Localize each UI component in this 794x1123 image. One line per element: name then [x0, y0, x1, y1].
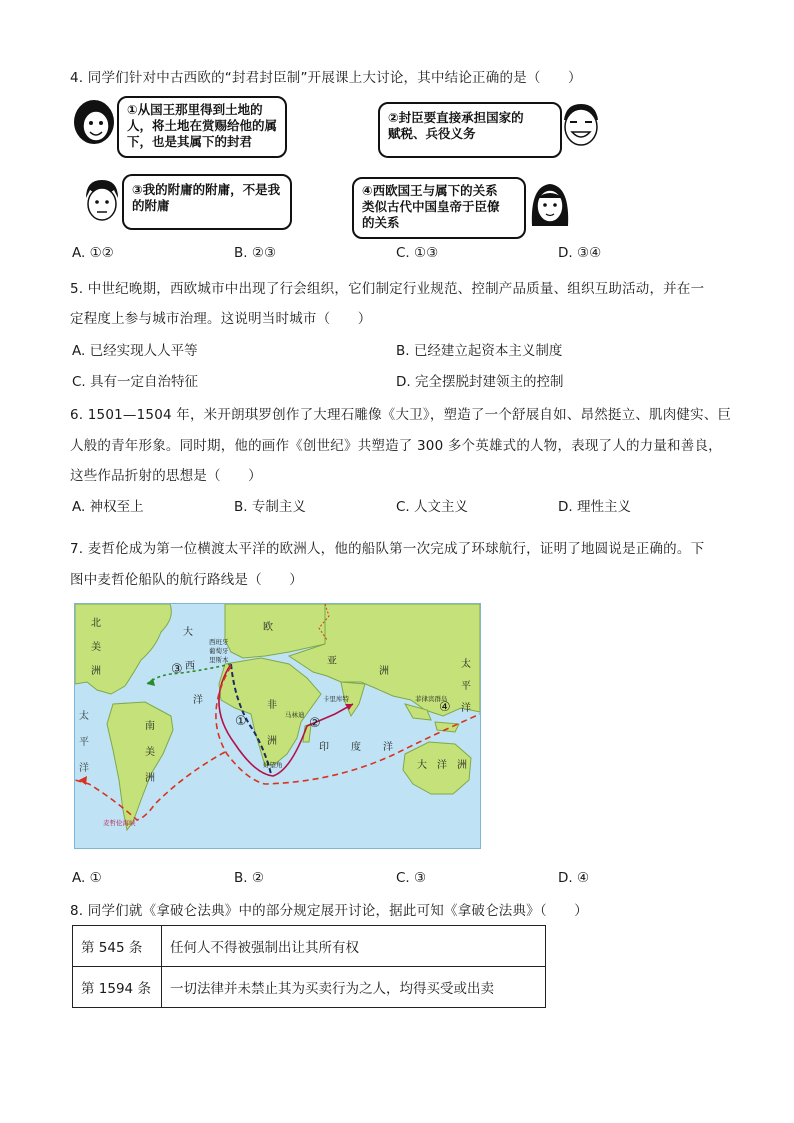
label-africa-2: 洲 — [267, 736, 277, 747]
q7-option-b[interactable]: B. ② — [234, 870, 264, 886]
article-text: 一切法律并未禁止其为买卖行为之人，均得买受或出卖 — [162, 967, 546, 1008]
cartoon-man-face-2 — [558, 100, 604, 150]
article-number: 第 1594 条 — [73, 967, 162, 1008]
napoleonic-code-table — [72, 925, 546, 1008]
q6-stem-line-1: 6. 1501—1504 年，米开朗琪罗创作了大理石雕像《大卫》，塑造了一个舒展自如、昂然挺立、肌肉健实、巨 — [70, 407, 732, 423]
label-south-america-2: 美 — [145, 747, 155, 758]
label-pacific-west-1: 太 — [79, 711, 89, 722]
label-north-america-3: 洲 — [91, 666, 101, 677]
q4-option-a[interactable]: A. ①② — [72, 245, 114, 261]
q7-stem-line-2: 图中麦哲伦船队的航行路线是（ ） — [70, 572, 303, 588]
q7-option-a[interactable]: A. ① — [72, 870, 102, 886]
label-cape-of-good-hope: 好望角 — [263, 761, 283, 769]
label-pacific-east-3: 洋 — [461, 703, 471, 714]
label-lisbon: 里斯本 — [209, 656, 229, 664]
q4-option-b[interactable]: B. ②③ — [234, 245, 277, 261]
label-atlantic — [183, 616, 203, 718]
q5-stem-line-1: 5. 中世纪晚期，西欧城市中出现了行会组织，它们制定行业规范、控制产品质量、组织互助活动，并在一 — [70, 281, 705, 297]
label-portugal: 葡萄牙 — [209, 647, 229, 655]
label-pacific-west-3: 洋 — [79, 763, 89, 774]
q6-stem-line-2: 人般的青年形象。同时期，他的画作《创世纪》共塑造了 300 多个英雄式的人物，表现了人的力量和善良， — [70, 438, 722, 454]
speech-bubble-3 — [122, 174, 292, 230]
q6-option-c[interactable]: C. 人文主义 — [396, 499, 469, 515]
q5-stem-line-2: 定程度上参与城市治理。这说明当时城市（ ） — [70, 311, 372, 327]
route-number-2: ② — [309, 716, 321, 731]
q7-stem-line-1: 7. 麦哲伦成为第一位横渡太平洋的欧洲人，他的船队第一次完成了环球航行，证明了地圆说是正确的。下 — [70, 541, 705, 557]
label-magellan-strait: 麦哲伦海峡 — [103, 819, 136, 827]
world-map-svg — [75, 604, 480, 848]
world-route-map — [74, 603, 481, 849]
speech-bubble-2 — [378, 102, 562, 158]
label-pacific-west-2: 平 — [79, 737, 89, 748]
label-oceania-1: 大 — [417, 760, 437, 771]
route-number-1: ① — [235, 714, 247, 729]
label-indian-3: 洋 — [383, 742, 415, 753]
bubble-3-line-1: ③我的附庸的附庸，不是我 — [132, 182, 281, 197]
label-atlantic-3: 洋 — [193, 695, 203, 706]
article-text: 任何人不得被强制出让其所有权 — [162, 926, 546, 967]
label-atlantic-1: 大 — [183, 627, 193, 638]
q4-option-d[interactable]: D. ③④ — [558, 245, 602, 261]
bubble-1-line-2: 人，将土地在赏赐给他的属 — [127, 118, 278, 133]
q4-stem: 4. 同学们针对中古西欧的“封君封臣制”开展课上大讨论，其中结论正确的是（ ） — [70, 70, 582, 86]
bubble-4-line-3: 的关系 — [362, 215, 400, 230]
q4-option-c[interactable]: C. ①③ — [396, 245, 439, 261]
bubble-2-line-1: ②封臣要直接承担国家的 — [388, 110, 524, 125]
bubble-3-line-2: 的附庸 — [132, 198, 170, 213]
label-indian-2: 度 — [351, 742, 383, 753]
label-pacific-east-1: 太 — [461, 659, 471, 670]
label-asia-2: 洲 — [379, 666, 389, 677]
q5-option-d[interactable]: D. 完全摆脱封建领主的控制 — [396, 374, 564, 390]
q5-option-b[interactable]: B. 已经建立起资本主义制度 — [396, 343, 563, 359]
article-number: 第 545 条 — [73, 926, 162, 967]
label-africa — [267, 688, 277, 760]
label-africa-1: 非 — [267, 700, 277, 711]
label-oceania — [417, 756, 477, 771]
label-philippines: 菲律宾群岛 — [415, 695, 448, 703]
bubble-1-line-1: ①从国王那里得到土地的 — [127, 102, 263, 117]
label-north-america-2: 美 — [91, 642, 101, 653]
q7-option-d[interactable]: D. ④ — [558, 870, 590, 886]
table-row — [73, 967, 546, 1008]
q6-option-d[interactable]: D. 理性主义 — [558, 499, 631, 515]
cartoon-girl-face-1 — [70, 96, 118, 148]
bubble-4-line-2: 类似古代中国皇帝于臣僚 — [362, 199, 500, 214]
cartoon-boy-face-3 — [80, 176, 124, 224]
speech-bubble-1 — [117, 96, 287, 158]
label-asia-1: 亚 — [327, 656, 337, 667]
label-calicut: 卡里库特 — [323, 695, 349, 703]
label-south-america-3: 洲 — [145, 773, 155, 784]
label-europe: 欧 — [263, 622, 273, 633]
label-malindi: 马林迪 — [285, 711, 305, 719]
bubble-1-line-3: 下，也是其属下的封君 — [127, 134, 253, 149]
q8-stem: 8. 同学们就《拿破仑法典》中的部分规定展开讨论，据此可知《拿破仑法典》（ ） — [70, 903, 588, 919]
label-indian-1: 印 — [319, 742, 351, 753]
label-pacific-east-2: 平 — [461, 681, 471, 692]
label-south-america-1: 南 — [145, 721, 155, 732]
label-atlantic-2: 西 — [185, 661, 195, 672]
label-south-america — [145, 714, 155, 792]
bubble-2-line-2: 赋税、兵役义务 — [388, 126, 476, 141]
label-pacific-west — [79, 704, 89, 782]
q7-option-c[interactable]: C. ③ — [396, 870, 427, 886]
q5-option-a[interactable]: A. 已经实现人人平等 — [72, 343, 198, 359]
bubble-4-line-1: ④西欧国王与属下的关系 — [362, 183, 498, 198]
route-number-3: ③ — [171, 662, 183, 677]
label-north-america — [91, 612, 101, 684]
q6-option-a[interactable]: A. 神权至上 — [72, 499, 144, 515]
label-oceania-2: 洋 — [437, 760, 457, 771]
cartoon-girl-face-4 — [528, 180, 572, 232]
table-row — [73, 926, 546, 967]
label-indian-ocean — [319, 738, 415, 753]
q6-stem-line-3: 这些作品折射的思想是（ ） — [70, 468, 262, 484]
label-north-america-1: 北 — [91, 618, 101, 629]
q5-option-c[interactable]: C. 具有一定自治特征 — [72, 374, 199, 390]
label-oceania-3: 洲 — [457, 760, 477, 771]
q6-option-b[interactable]: B. 专制主义 — [234, 499, 306, 515]
route-number-4: ④ — [439, 700, 451, 715]
label-spain: 西班牙 — [209, 638, 229, 646]
speech-bubble-4 — [352, 177, 526, 239]
label-pacific-east — [461, 654, 471, 720]
label-iberia — [209, 638, 229, 665]
